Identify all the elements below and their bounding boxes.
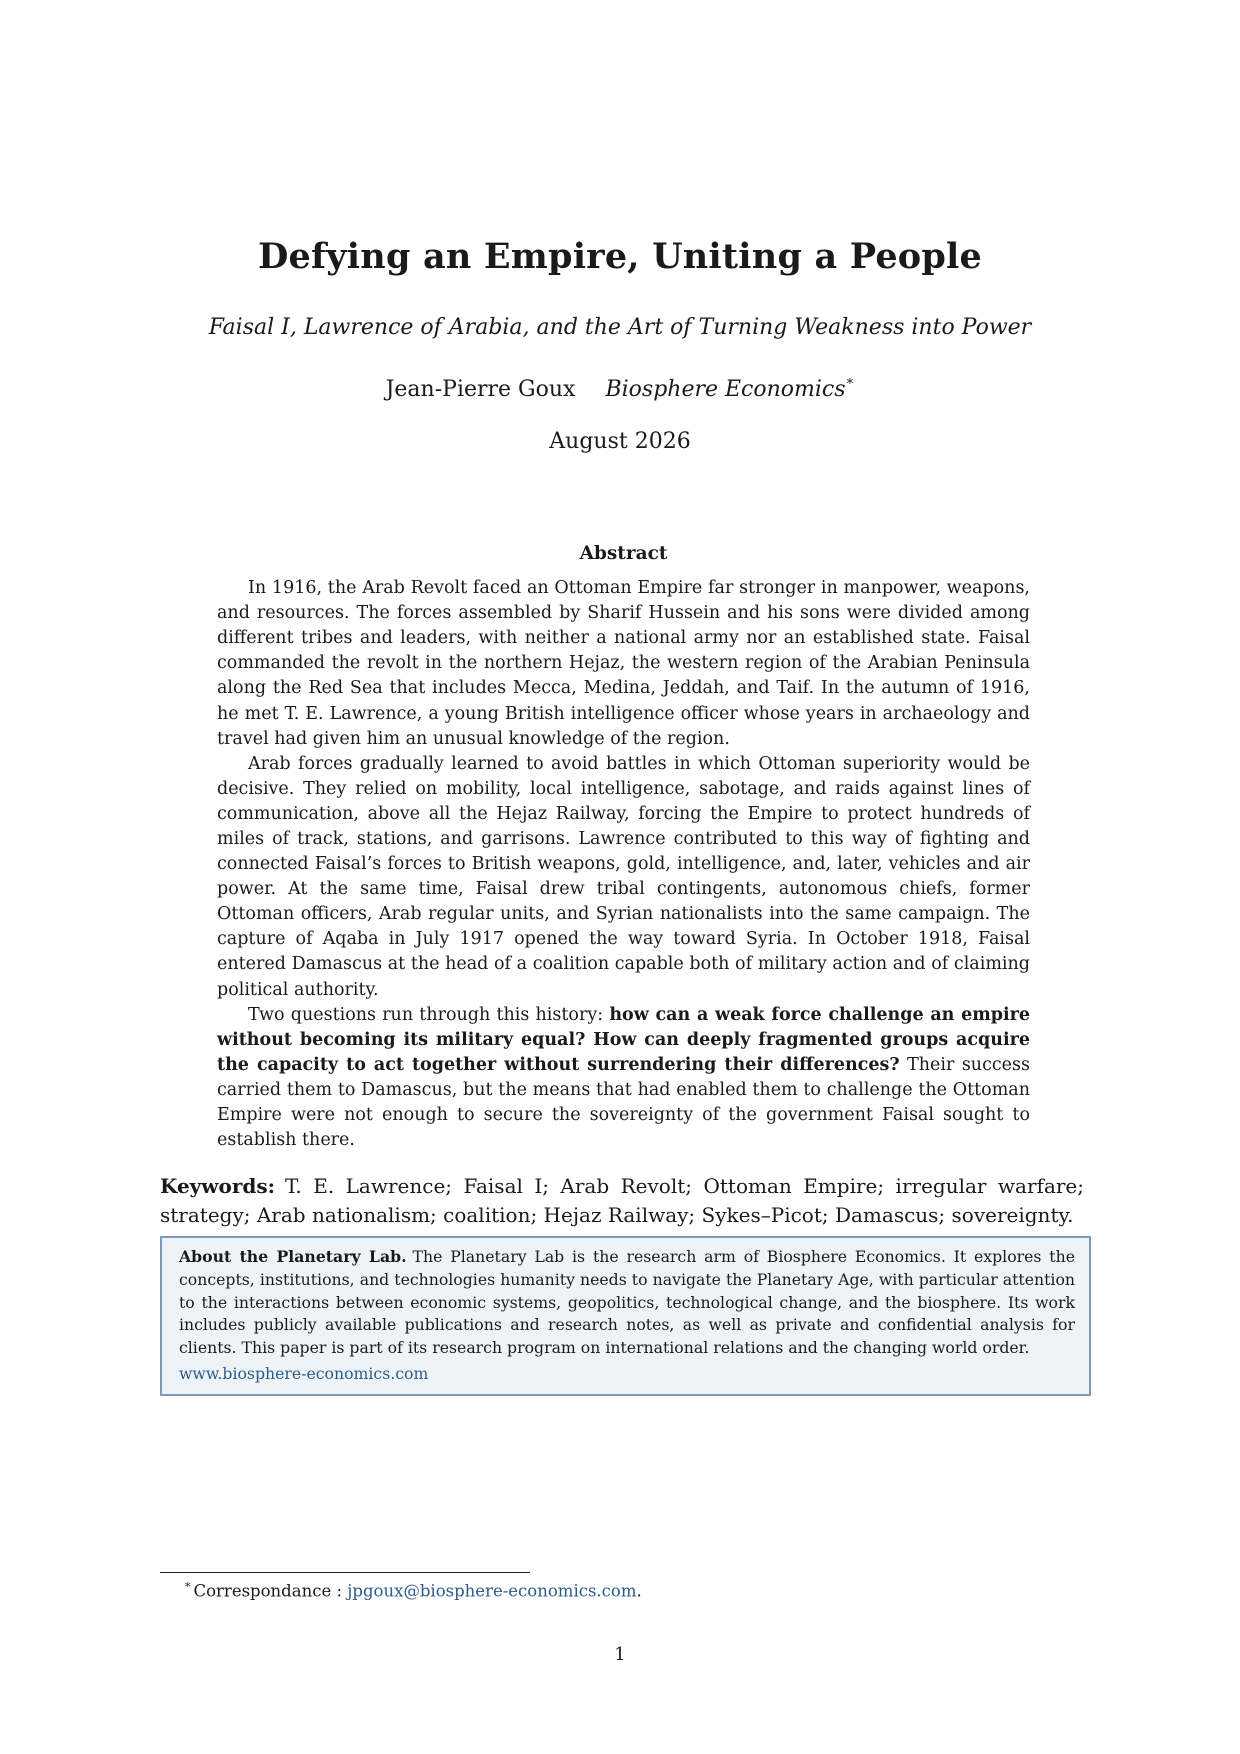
abstract-paragraph-1: In 1916, the Arab Revolt faced an Ottoman Empire far stronger in manpower, weapons, and resources. The forces assembled by Sharif Hussein and his sons were divided among different tribes and leaders, with neither a national army nor an established state. Faisal commanded the revolt in the northern Hejaz, the western region of the Arabian Peninsula along the Red Sea that includes Mecca, Medina, Jeddah, and Taif. In the autumn of 1916, he met T. E. Lawrence, a young British intelligence officer whose years in archaeology and travel had given him an unusual knowledge of the region. xyxy=(217,578,1030,749)
website-link[interactable]: www.biosphere-economics.com xyxy=(179,1363,429,1383)
keywords-label: Keywords: xyxy=(160,1174,276,1198)
lab-box-body: The Planetary Lab is the research arm of Biosphere Economics. It explores the concepts, institutions, and technologies humanity needs to navigate the Planetary Age, with particular attention to the interactions between economic systems, geopolitics, technological change, and the biosphere. Its work includes publicly available publications and research notes, as well as private and confidential analysis for clients. This paper is part of its research program on international relations and the changing world order. xyxy=(179,1247,1075,1358)
abstract-paragraph-3 xyxy=(217,1003,1030,1154)
footnote-mark: ∗ xyxy=(184,1578,192,1591)
paper-date: August 2026 xyxy=(549,429,691,454)
page-number: 1 xyxy=(614,1644,626,1665)
abstract-p3-tail: Their success carried them to Damascus, but the means that had enabled them to challenge the Ottoman Empire were not enough to secure the sovereignty of the government Faisal sought to establish there. xyxy=(217,1054,1030,1151)
abstract-p3-lead: Two questions run through this history: xyxy=(248,1004,610,1025)
abstract-heading: Abstract xyxy=(579,543,668,564)
author-line xyxy=(0,373,1240,405)
keywords-list: T. E. Lawrence; Faisal I; Arab Revolt; Ottoman Empire; irregular warfare; strategy; Arab nationalism; coalition; Hejaz Railway; Sykes–Picot; Damascus; sovereignty. xyxy=(160,1174,1084,1227)
footnote-rule xyxy=(160,1572,530,1573)
abstract-key-questions: how can a weak force challenge an empire without becoming its military equal? How can deeply fragmented groups acquire the capacity to act together without surrendering their differences? xyxy=(217,1004,1031,1075)
abstract-paragraph-2: Arab forces gradually learned to avoid battles in which Ottoman superiority would be decisive. They relied on mobility, local intelligence, sabotage, and raids against lines of communication, above all the Hejaz Railway, forcing the Empire to protect hundreds of miles of track, stations, and garrisons. Lawrence contributed to this way of fighting and connected Faisal’s forces to British weapons, gold, intelligence, and, later, vehicles and air power. At the same time, Faisal drew tribal contingents, autonomous chiefs, former Ottoman officers, Arab regular units, and Syrian nationalists into the same campaign. The capture of Aqaba in July 1917 opened the way toward Syria. In October 1918, Faisal entered Damascus at the head of a coalition capable both of military action and of claiming political authority. xyxy=(217,753,1030,1000)
lab-box-text xyxy=(179,1246,1075,1360)
lab-box-title: About the Planetary Lab. xyxy=(179,1247,407,1266)
about-planetary-lab-box xyxy=(160,1236,1091,1396)
footnote-label: Correspondance : xyxy=(193,1581,348,1601)
email-link[interactable]: jpgoux@biosphere-economics.com xyxy=(347,1581,637,1601)
footnote-mark: ∗ xyxy=(845,373,855,389)
abstract-section xyxy=(217,542,1030,1153)
paper-title: Defying an Empire, Uniting a People xyxy=(257,236,982,277)
author-name: Jean-Pierre Goux xyxy=(385,377,576,402)
keywords xyxy=(160,1172,1084,1230)
paper-subtitle: Faisal I, Lawrence of Arabia, and the Art of Turning Weakness into Power xyxy=(208,315,1032,340)
author-affiliation: Biosphere Economics∗ xyxy=(605,373,855,402)
correspondence-footnote: ∗ Correspondance : jpgoux@biosphere-economics.com. xyxy=(184,1578,642,1601)
